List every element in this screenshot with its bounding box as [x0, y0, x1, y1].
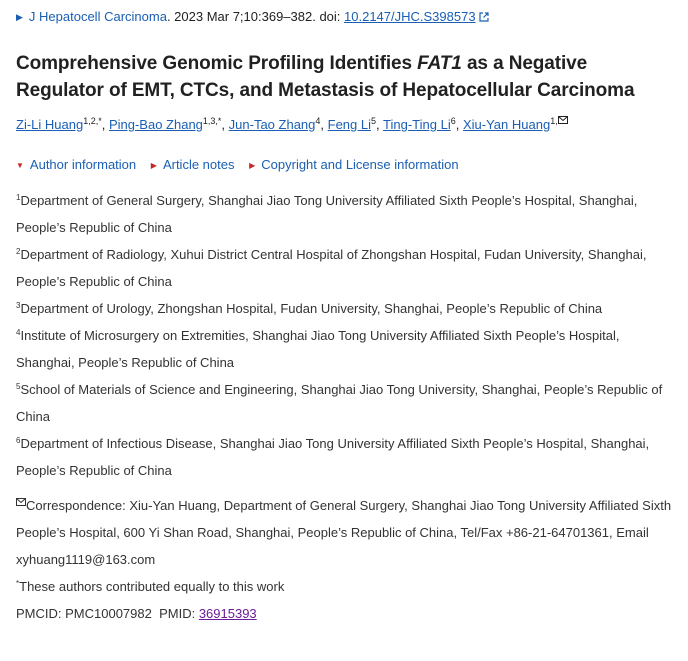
author-affiliation-sup: 1,3,*: [202, 116, 222, 126]
author-list: Zi-Li Huang$^{1,2,*}$, Ping-Bao Zhang$^{1,3,*}$, Jun-Tao Zhang$^4$, Feng Li$^5$, Ting-Ting Li$^6$, Xiu-Yan Huang$^{1,}$: [16, 116, 680, 134]
pmid-link[interactable]: 36915393: [198, 606, 257, 621]
author-affiliation-sup: 1,2,*: [83, 116, 102, 126]
external-link-icon[interactable]: [479, 12, 489, 22]
info-links-bar: [16, 156, 680, 175]
affiliation-item: $^2$Department of Radiology, Xuhui District Central Hospital of Zhongshan Hospital, Fudan University, Shanghai, People’s Republic of China: [16, 247, 647, 289]
pmcid: PMCID: PMC10007982: [16, 606, 152, 621]
author-link[interactable]: Feng Li: [327, 117, 372, 132]
gene-name: FAT1: [417, 53, 462, 74]
copyright-toggle[interactable]: ▶ Copyright and License information: [249, 157, 459, 172]
affiliation-item: $^4$Institute of Microsurgery on Extremities, Shanghai Jiao Tong University Affiliated Sixth People’s Hospital, Shanghai, People’s Republic of China: [16, 328, 620, 370]
affiliation-list: [16, 187, 680, 484]
equal-contribution-note: *These authors contributed equally to this work: [16, 579, 285, 594]
author-affiliation-sup: 6: [450, 116, 456, 126]
article-header: [16, 8, 680, 627]
author-affiliation-sup: 5: [371, 116, 377, 126]
affiliation-item: $^1$Department of General Surgery, Shanghai Jiao Tong University Affiliated Sixth People’s Hospital, Shanghai, People’s Republic of China: [16, 193, 638, 235]
affiliation-item: $^5$School of Materials of Science and Engineering, Shanghai Jiao Tong University, Shanghai, People’s Republic of China: [16, 382, 663, 424]
author-link[interactable]: Zi-Li Huang: [16, 117, 84, 132]
doi-link[interactable]: 10.2147/JHC.S398573: [344, 9, 476, 24]
affiliation-item: $^6$Department of Infectious Disease, Shanghai Jiao Tong University Affiliated Sixth People’s Hospital, Shanghai, People’s Republic of China: [16, 436, 650, 478]
journal-link[interactable]: J Hepatocell Carcinoma: [28, 9, 167, 24]
author-link[interactable]: Jun-Tao Zhang: [228, 117, 316, 132]
citation-details: . 2023 Mar 7;10:369–382. doi:: [166, 9, 345, 24]
triangle-down-icon: ▼: [16, 161, 24, 170]
author-affiliation-sup: 1,: [550, 116, 568, 126]
citation-line: [16, 8, 680, 26]
triangle-right-icon: ▶: [150, 161, 157, 170]
triangle-right-icon: ▶: [249, 161, 256, 170]
triangle-right-icon: ▶: [16, 12, 23, 22]
author-information-toggle[interactable]: ▼ Author information: [16, 157, 137, 172]
article-title: Comprehensive Genomic Profiling Identifies FAT1 as a Negative Regulator of EMT, CTCs, and Metastasis of Hepatocellular Carcinoma: [16, 53, 635, 101]
article-notes-toggle[interactable]: ▶ Article notes: [150, 157, 235, 172]
author-link[interactable]: Xiu-Yan Huang: [462, 117, 551, 132]
affiliation-item: $^3$Department of Urology, Zhongshan Hospital, Fudan University, Shanghai, People’s Republic of China: [16, 301, 603, 316]
author-link[interactable]: Ting-Ting Li: [383, 117, 451, 132]
author-affiliation-sup: 4: [315, 116, 321, 126]
article-ids: PMCID: PMC10007982 PMID: 36915393: [16, 606, 257, 621]
correspondence: Correspondence: Xiu-Yan Huang, Department of General Surgery, Shanghai Jiao Tong University Affiliated Sixth People’s Hospital, 600 Yi Shan Road, Shanghai, People’s Republic of China, Tel/Fax +86-21-64701361, Email xyhuang1119@163.com: [16, 498, 672, 567]
mail-icon[interactable]: [558, 116, 568, 124]
mail-icon: [16, 498, 26, 506]
author-link[interactable]: Ping-Bao Zhang: [108, 117, 203, 132]
